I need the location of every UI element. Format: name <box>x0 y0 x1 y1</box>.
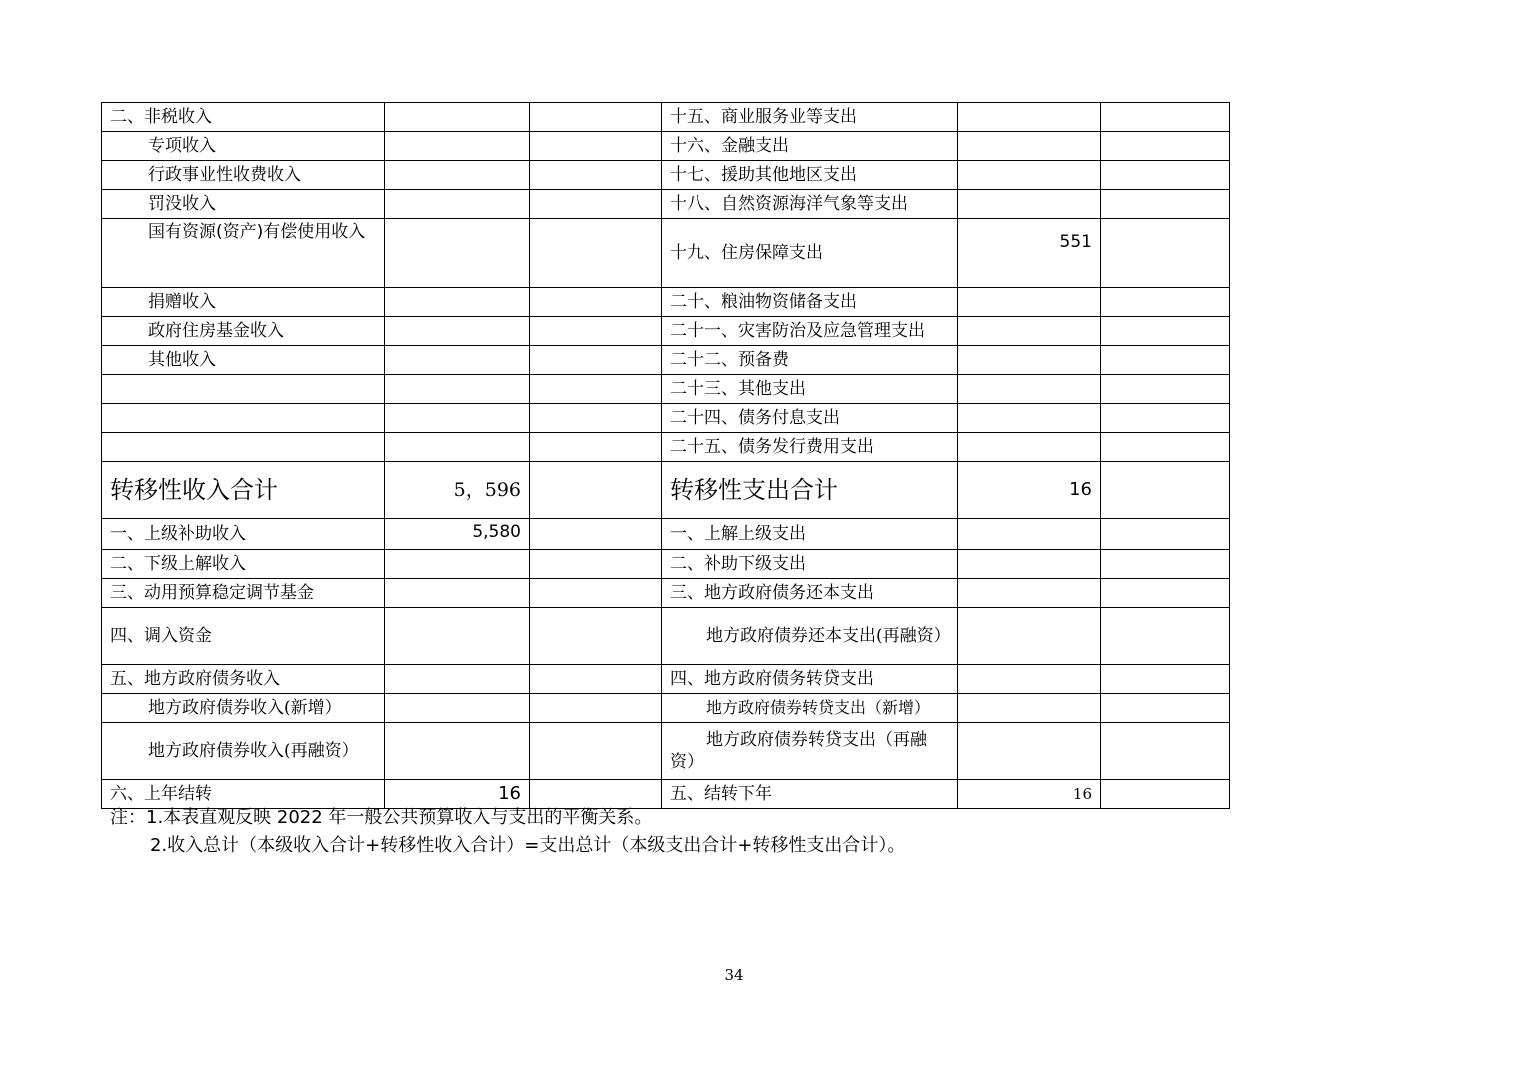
expense-value <box>958 608 1101 665</box>
blank-cell <box>1101 219 1230 288</box>
transfer-expense-total-label: 转移性支出合计 <box>662 462 958 519</box>
expense-label: 十七、援助其他地区支出 <box>662 161 958 190</box>
blank-cell <box>1101 132 1230 161</box>
income-value <box>385 288 530 317</box>
income-value <box>385 161 530 190</box>
blank-cell <box>530 404 662 433</box>
income-value <box>385 190 530 219</box>
table-row <box>102 132 1230 161</box>
blank-cell <box>530 375 662 404</box>
table-row <box>102 346 1230 375</box>
expense-label: 二十二、预备费 <box>662 346 958 375</box>
transfer-income-total-value: 5，596 <box>385 462 530 519</box>
expense-value <box>958 317 1101 346</box>
income-label: 地方政府债券收入(再融资） <box>102 723 385 780</box>
income-value <box>385 346 530 375</box>
table-row <box>102 550 1230 579</box>
income-label <box>102 375 385 404</box>
expense-label: 十六、金融支出 <box>662 132 958 161</box>
blank-cell <box>1101 161 1230 190</box>
blank-cell <box>530 579 662 608</box>
income-label: 专项收入 <box>102 132 385 161</box>
income-label <box>102 433 385 462</box>
expense-value <box>958 288 1101 317</box>
blank-cell <box>530 161 662 190</box>
table-notes <box>110 804 905 860</box>
blank-cell <box>1101 579 1230 608</box>
expense-value <box>958 723 1101 780</box>
page-number: 34 <box>724 966 744 984</box>
expense-label: 五、结转下年 <box>662 780 958 809</box>
expense-label: 地方政府债券转贷支出（新增） <box>662 694 958 723</box>
blank-cell <box>530 317 662 346</box>
table-row <box>102 694 1230 723</box>
expense-value <box>958 404 1101 433</box>
income-value <box>385 665 530 694</box>
income-value <box>385 694 530 723</box>
expense-value <box>958 694 1101 723</box>
income-label: 六、上年结转 <box>102 780 385 809</box>
expense-label: 二、补助下级支出 <box>662 550 958 579</box>
income-value <box>385 317 530 346</box>
income-value: 16 <box>385 780 530 809</box>
note-line-1: 注：1.本表直观反映 2022 年一般公共预算收入与支出的平衡关系。 <box>110 807 653 828</box>
expense-label: 地方政府债券还本支出(再融资） <box>662 608 958 665</box>
expense-value: 16 <box>958 780 1101 809</box>
expense-label: 二十五、债务发行费用支出 <box>662 433 958 462</box>
budget-balance-table <box>101 102 1230 809</box>
income-value <box>385 723 530 780</box>
income-value <box>385 608 530 665</box>
table-row <box>102 723 1230 780</box>
income-label: 行政事业性收费收入 <box>102 161 385 190</box>
income-label: 国有资源(资产)有偿使用收入 <box>102 219 385 288</box>
income-value <box>385 219 530 288</box>
blank-cell <box>530 550 662 579</box>
blank-cell <box>530 665 662 694</box>
expense-label: 地方政府债券转贷支出（再融资） <box>662 723 958 780</box>
expense-label: 一、上解上级支出 <box>662 519 958 550</box>
blank-cell <box>530 433 662 462</box>
blank-cell <box>1101 723 1230 780</box>
expense-label: 二十三、其他支出 <box>662 375 958 404</box>
blank-cell <box>1101 519 1230 550</box>
expense-value <box>958 375 1101 404</box>
table-row <box>102 665 1230 694</box>
income-value <box>385 375 530 404</box>
blank-cell <box>530 288 662 317</box>
expense-value: 551 <box>958 219 1101 288</box>
blank-cell <box>1101 694 1230 723</box>
table-row <box>102 433 1230 462</box>
expense-value <box>958 132 1101 161</box>
transfer-expense-total-value: 16 <box>958 462 1101 519</box>
expense-label: 十五、商业服务业等支出 <box>662 103 958 132</box>
blank-cell <box>530 608 662 665</box>
blank-cell <box>530 132 662 161</box>
table-row <box>102 404 1230 433</box>
table-row <box>102 579 1230 608</box>
table-row <box>102 317 1230 346</box>
income-label: 一、上级补助收入 <box>102 519 385 550</box>
blank-cell <box>530 519 662 550</box>
blank-cell <box>1101 433 1230 462</box>
expense-label: 四、地方政府债务转贷支出 <box>662 665 958 694</box>
income-label: 捐赠收入 <box>102 288 385 317</box>
income-value <box>385 433 530 462</box>
table-row <box>102 219 1230 288</box>
blank-cell <box>530 462 662 519</box>
expense-label: 十八、自然资源海洋气象等支出 <box>662 190 958 219</box>
income-value <box>385 103 530 132</box>
table-row <box>102 103 1230 132</box>
expense-label: 二十、粮油物资储备支出 <box>662 288 958 317</box>
table-row <box>102 519 1230 550</box>
blank-cell <box>530 103 662 132</box>
blank-cell <box>530 694 662 723</box>
expense-value <box>958 550 1101 579</box>
blank-cell <box>530 190 662 219</box>
table-row <box>102 608 1230 665</box>
table-row <box>102 190 1230 219</box>
blank-cell <box>1101 317 1230 346</box>
blank-cell <box>1101 404 1230 433</box>
blank-cell <box>1101 665 1230 694</box>
income-value <box>385 579 530 608</box>
income-value: 5,580 <box>385 519 530 550</box>
income-label: 五、地方政府债务收入 <box>102 665 385 694</box>
blank-cell <box>1101 288 1230 317</box>
income-label: 政府住房基金收入 <box>102 317 385 346</box>
income-label: 其他收入 <box>102 346 385 375</box>
table-row <box>102 161 1230 190</box>
expense-label: 二十一、灾害防治及应急管理支出 <box>662 317 958 346</box>
income-value <box>385 550 530 579</box>
expense-value <box>958 519 1101 550</box>
income-label: 二、非税收入 <box>102 103 385 132</box>
expense-label: 十九、住房保障支出 <box>662 219 958 288</box>
expense-value <box>958 103 1101 132</box>
blank-cell <box>1101 780 1230 809</box>
table-row <box>102 375 1230 404</box>
expense-label: 三、地方政府债务还本支出 <box>662 579 958 608</box>
table-row-total <box>102 462 1230 519</box>
income-label: 罚没收入 <box>102 190 385 219</box>
blank-cell <box>1101 608 1230 665</box>
blank-cell <box>530 219 662 288</box>
income-label: 三、动用预算稳定调节基金 <box>102 579 385 608</box>
blank-cell <box>1101 462 1230 519</box>
expense-value <box>958 433 1101 462</box>
note-line-2: 2.收入总计（本级收入合计+转移性收入合计）=支出总计（本级支出合计+转移性支出合计）。 <box>150 835 906 856</box>
transfer-income-total-label: 转移性收入合计 <box>102 462 385 519</box>
table-row <box>102 288 1230 317</box>
blank-cell <box>1101 190 1230 219</box>
blank-cell <box>530 346 662 375</box>
income-value <box>385 132 530 161</box>
expense-value <box>958 190 1101 219</box>
income-label <box>102 404 385 433</box>
expense-value <box>958 346 1101 375</box>
income-label: 二、下级上解收入 <box>102 550 385 579</box>
blank-cell <box>1101 103 1230 132</box>
income-value <box>385 404 530 433</box>
expense-value <box>958 665 1101 694</box>
expense-value <box>958 161 1101 190</box>
blank-cell <box>1101 550 1230 579</box>
expense-label: 二十四、债务付息支出 <box>662 404 958 433</box>
blank-cell <box>530 723 662 780</box>
income-label: 四、调入资金 <box>102 608 385 665</box>
income-label: 地方政府债券收入(新增） <box>102 694 385 723</box>
blank-cell <box>1101 346 1230 375</box>
blank-cell <box>1101 375 1230 404</box>
expense-value <box>958 579 1101 608</box>
